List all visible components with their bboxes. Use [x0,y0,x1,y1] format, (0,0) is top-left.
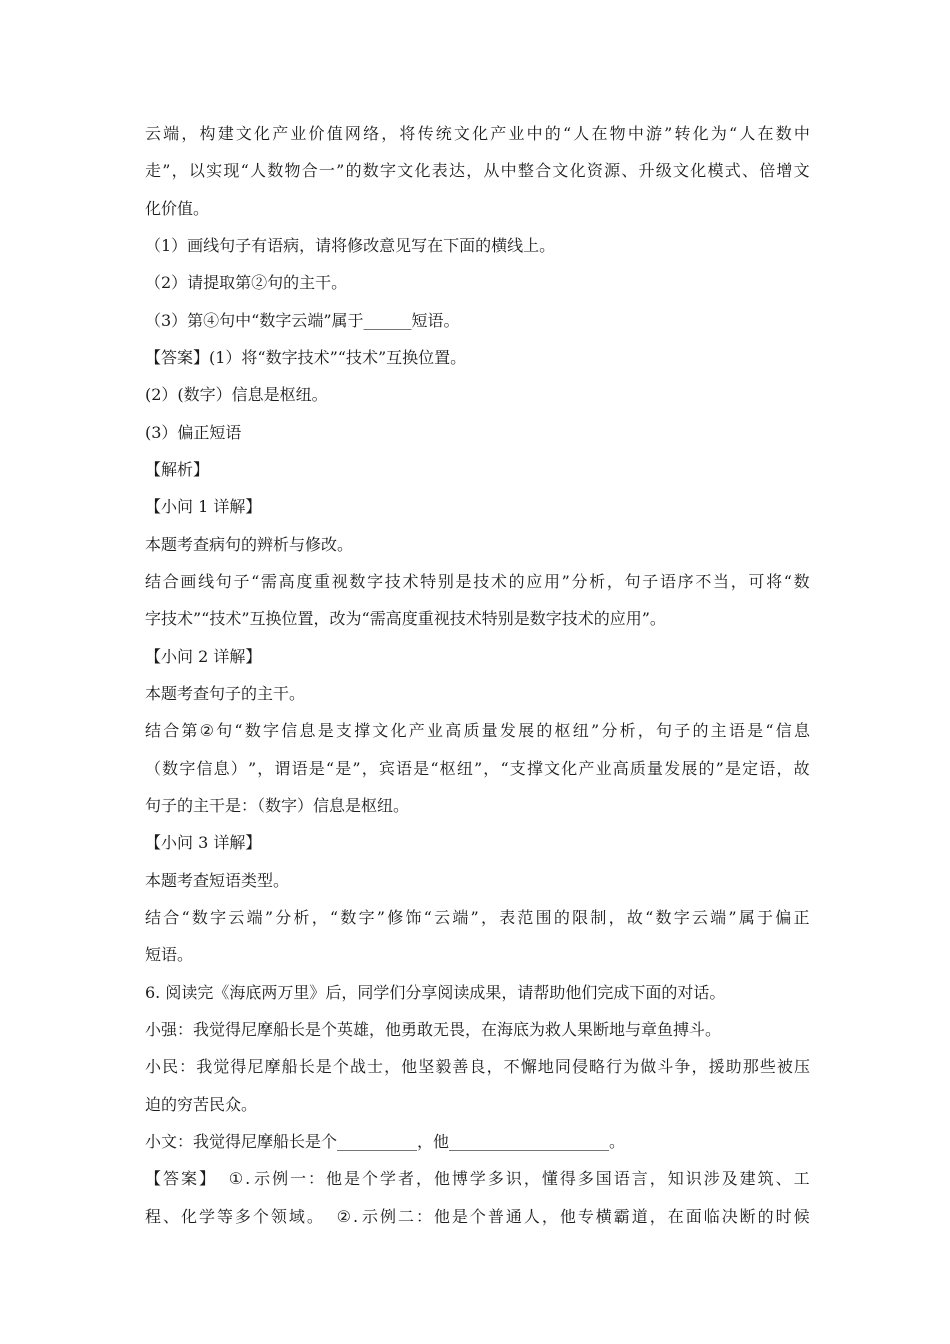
paragraph-line: 本题考查短语类型。 [145,871,290,890]
dialogue-xiaowen: 小文：我觉得尼摩船长是个__________，他____________________。 [145,1132,626,1151]
paragraph-line: （ 数 字 信 息 ） ” ， 谓 语 是 “ 是 ” ， 宾 语 是 “ 枢 纽 ” ， “ 支 撑 文 化 产 业 高 质 量 发 展 的 ” 是 定 语 ， 故 [145,759,810,778]
paragraph-line: 句子的主干是：（数字）信息是枢纽。 [145,796,410,815]
answer-2: (2）(数字）信息是枢纽。 [145,385,328,404]
paragraph-line: 结 合 “ 数 字 云 端 ” 分 析 ， “ 数 字 ” 修 饰 “ 云 端 ” ， 表 范 围 的 限 制 ， 故 “ 数 字 云 端 ” 属 于 偏 正 [145,908,810,927]
paragraph-line: 化价值。 [145,199,210,218]
sub-question-2-heading: 【小问 2 详解】 [145,647,262,666]
paragraph-line: 本题考查病句的辨析与修改。 [145,535,354,554]
paragraph-line: 走 ” ， 以 实 现 “ 人 数 物 合 一 ” 的 数 字 文 化 表 达 ， 从 中 整 合 文 化 资 源 、 升 级 文 化 模 式 、 倍 增 文 [145,161,810,180]
question-6: 6. 阅读完《海底两万里》后，同学们分享阅读成果，请帮助他们完成下面的对话。 [145,983,726,1002]
paragraph-line: 云 端 ， 构 建 文 化 产 业 价 值 网 络 ， 将 传 统 文 化 产 业 中 的 “ 人 在 物 中 游 ” 转 化 为 “ 人 在 数 中 [145,124,810,143]
answer-heading: 【 答 案 】 ① . 示 例 一 ： 他 是 个 学 者 ， 他 博 学 多 识 ， 懂 得 多 国 语 言 ， 知 识 涉 及 建 筑 、 工 [145,1169,810,1188]
paragraph-line: 字技术”“技术”互换位置，改为“需高度重视技术特别是数字技术的应用”。 [145,609,666,628]
paragraph-line: 本题考查句子的主干。 [145,684,306,703]
paragraph-line: 程 、 化 学 等 多 个 领 域 。 ② . 示 例 二 ： 他 是 个 普 通 人 ， 他 专 横 霸 道 ， 在 面 临 决 断 的 时 候 [145,1207,810,1226]
question-1: （1）画线句子有语病，请将修改意见写在下面的横线上。 [145,236,556,255]
paragraph-line: 结 合 第 ② 句 “ 数 字 信 息 是 支 撑 文 化 产 业 高 质 量 发 展 的 枢 纽 ” 分 析 ， 句 子 的 主 语 是 “ 信 息 [145,721,810,740]
dialogue-xiaomin: 小 民 ： 我 觉 得 尼 摩 船 长 是 个 战 士 ， 他 坚 毅 善 良 ， 不 懈 地 同 侵 略 行 为 做 斗 争 ， 援 助 那 些 被 压 [145,1057,810,1076]
paragraph-line: 结 合 画 线 句 子 “ 需 高 度 重 视 数 字 技 术 特 别 是 技 术 的 应 用 ” 分 析 ， 句 子 语 序 不 当 ， 可 将 “ 数 [145,572,810,591]
answer-3: (3）偏正短语 [145,423,242,442]
paragraph-line: 迫的穷苦民众。 [145,1095,258,1114]
question-2: （2）请提取第②句的主干。 [145,273,348,292]
analysis-heading: 【解析】 [145,460,210,479]
question-3: （3）第④句中“数字云端”属于______短语。 [145,311,460,330]
answer-heading: 【答案】(1）将“数字技术”“技术”互换位置。 [145,348,467,367]
paragraph-line: 短语。 [145,945,194,964]
sub-question-3-heading: 【小问 3 详解】 [145,833,262,852]
sub-question-1-heading: 【小问 1 详解】 [145,497,262,516]
dialogue-xiaoqiang: 小强：我觉得尼摩船长是个英雄，他勇敢无畏，在海底为救人果断地与章鱼搏斗。 [145,1020,722,1039]
